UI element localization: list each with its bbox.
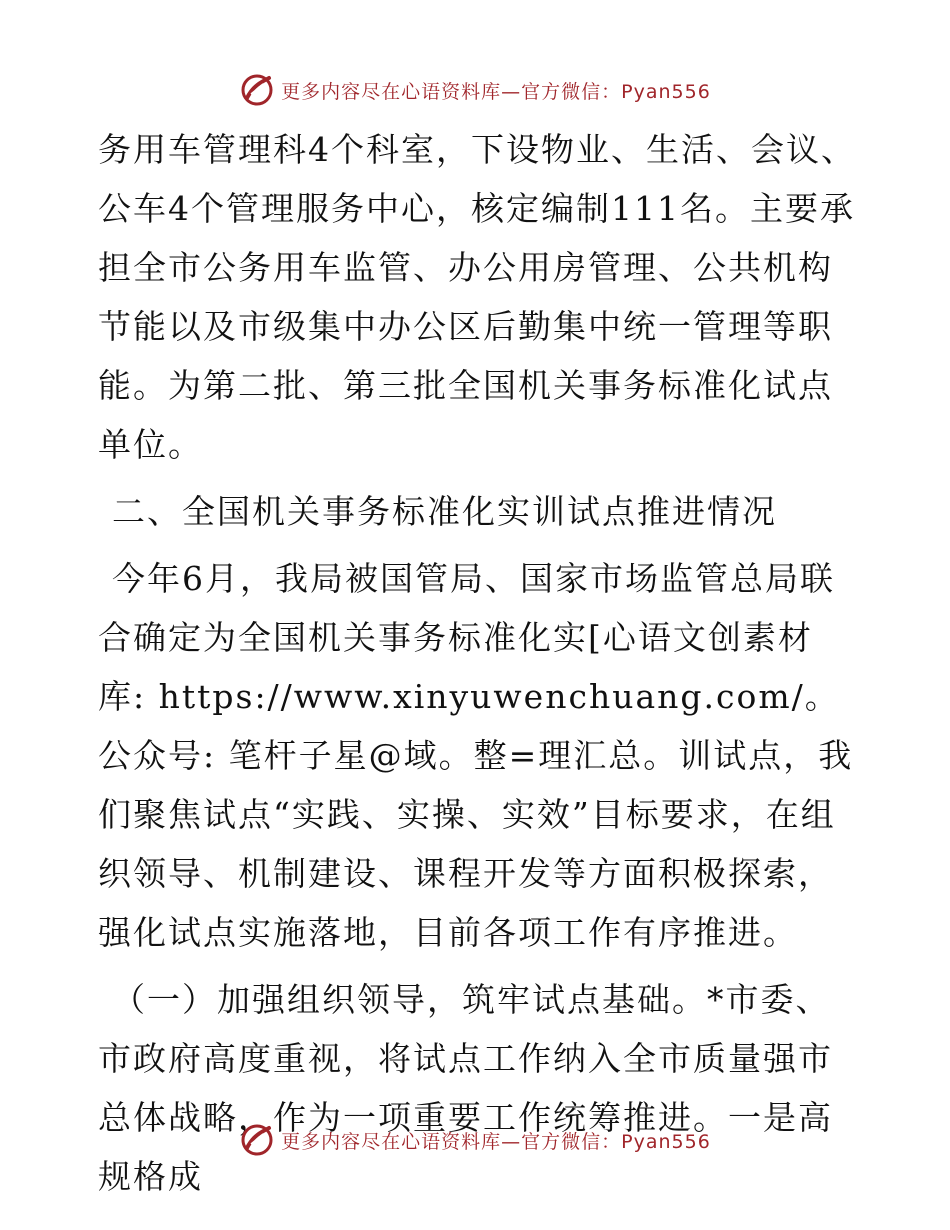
- paragraph-1: 务用车管理科4个科室，下设物业、生活、会议、公车4个管理服务中心，核定编制111名。主要承担全市公务用车监管、办公用房管理、公共机构节能以及市级集中办公区后勤集中统一管理等职能。为第二批、第三批全国机关事务标准化试点单位。: [98, 130, 856, 464]
- watermark-text: 更多内容尽在心语资料库—官方微信：Pyan556: [281, 80, 711, 103]
- paragraph-2: 今年6月，我局被国管局、国家市场监管总局联合确定为全国机关事务标准化实[心语文创素材库: https://www.xinyuwenchuang.com/。公众号: 笔杆子星@域。整=理汇总。训试点，我们聚焦试点“实践、实操、实效”目标要求，在组织领导、机制建设、课程开发等方面积极探索，强化试点实施落地，目前各项工作有序推进。: [98, 559, 854, 952]
- brush-seal-icon: [239, 1122, 275, 1158]
- section-heading-2: 二、全国机关事务标准化实训试点推进情况: [112, 492, 777, 531]
- footer-watermark: [0, 1122, 950, 1158]
- document-body: [98, 120, 858, 1206]
- brush-seal-icon: [239, 72, 275, 108]
- header-watermark: [0, 72, 950, 108]
- watermark-text: 更多内容尽在心语资料库—官方微信：Pyan556: [281, 1130, 711, 1153]
- paragraph-3: （一）加强组织领导，筑牢试点基础。*市委、市政府高度重视，将试点工作纳入全市质量强市总体战略，作为一项重要工作统筹推进。一是高规格成: [98, 980, 833, 1196]
